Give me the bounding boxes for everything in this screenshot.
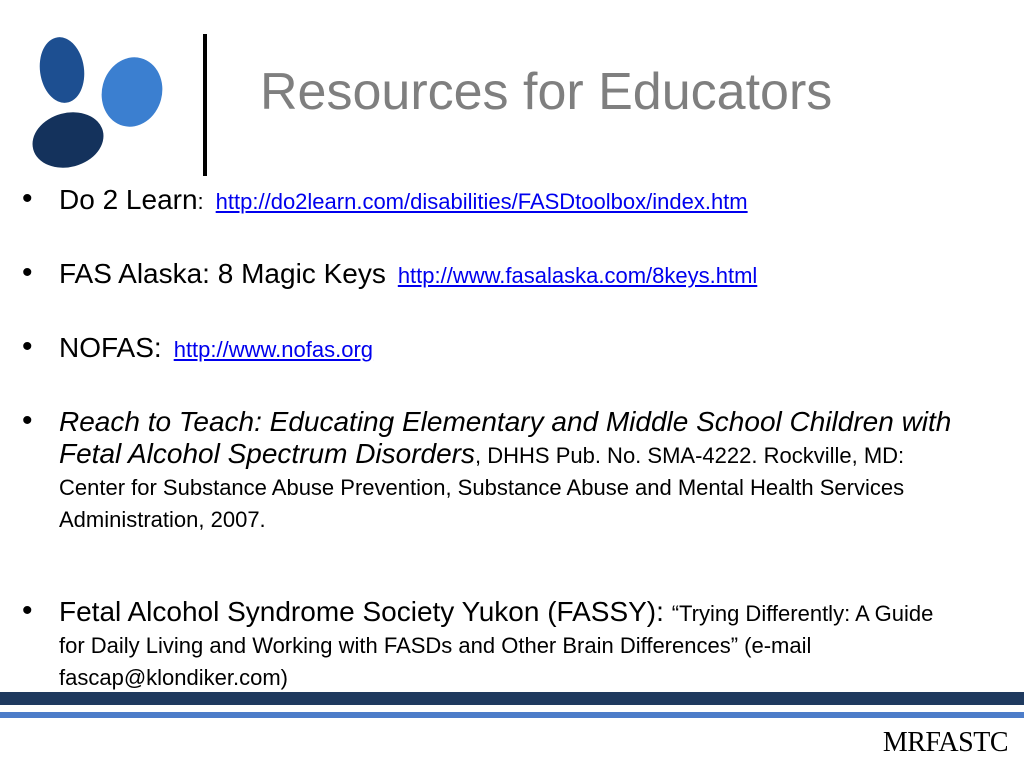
publication-details: , DHHS Pub. No. SMA-4222. Rockville, MD: Center for Substance Abuse Prevention, Substance Abuse and Mental Health Services Administration, 2007. [59,443,905,532]
footer-rule-dark [0,692,1024,705]
footer-label: MRFASTC [882,727,1008,758]
logo-petal-top [36,36,89,106]
resource-name: Do 2 Learn [59,184,198,215]
bullet-icon: • [22,594,33,627]
separator: : [197,189,204,214]
logo-petal-bottom [28,105,110,170]
resource-link[interactable]: http://do2learn.com/disabilities/FASDtoolbox/index.htm [215,189,748,214]
title-divider [203,34,207,176]
bullet-icon: • [22,330,33,363]
slide-title: Resources for Educators [260,63,833,121]
resource-link[interactable]: http://www.fasalaska.com/8keys.html [397,263,758,288]
bullet-icon: • [22,182,33,215]
publication-title: Reach to Teach: Educating Elementary and Middle School Children with Fetal Alcohol Spectrum Disorders [59,406,952,469]
bullet-icon: • [22,256,33,289]
resource-link[interactable]: http://www.nofas.org [173,337,374,362]
logo-petal-right [94,50,168,133]
resource-details: “Trying Differently: A Guide for Daily Living and Working with FASDs and Other Brain Differences” (e-mail fascap@klondiker.com) [59,601,934,690]
bullet-icon: • [22,404,33,437]
logo [28,36,168,170]
footer-rule-light [0,712,1024,718]
resource-name: Fetal Alcohol Syndrome Society Yukon (FASSY): [59,596,672,627]
resource-name: NOFAS: [59,332,162,363]
resource-name: FAS Alaska: 8 Magic Keys [59,258,386,289]
